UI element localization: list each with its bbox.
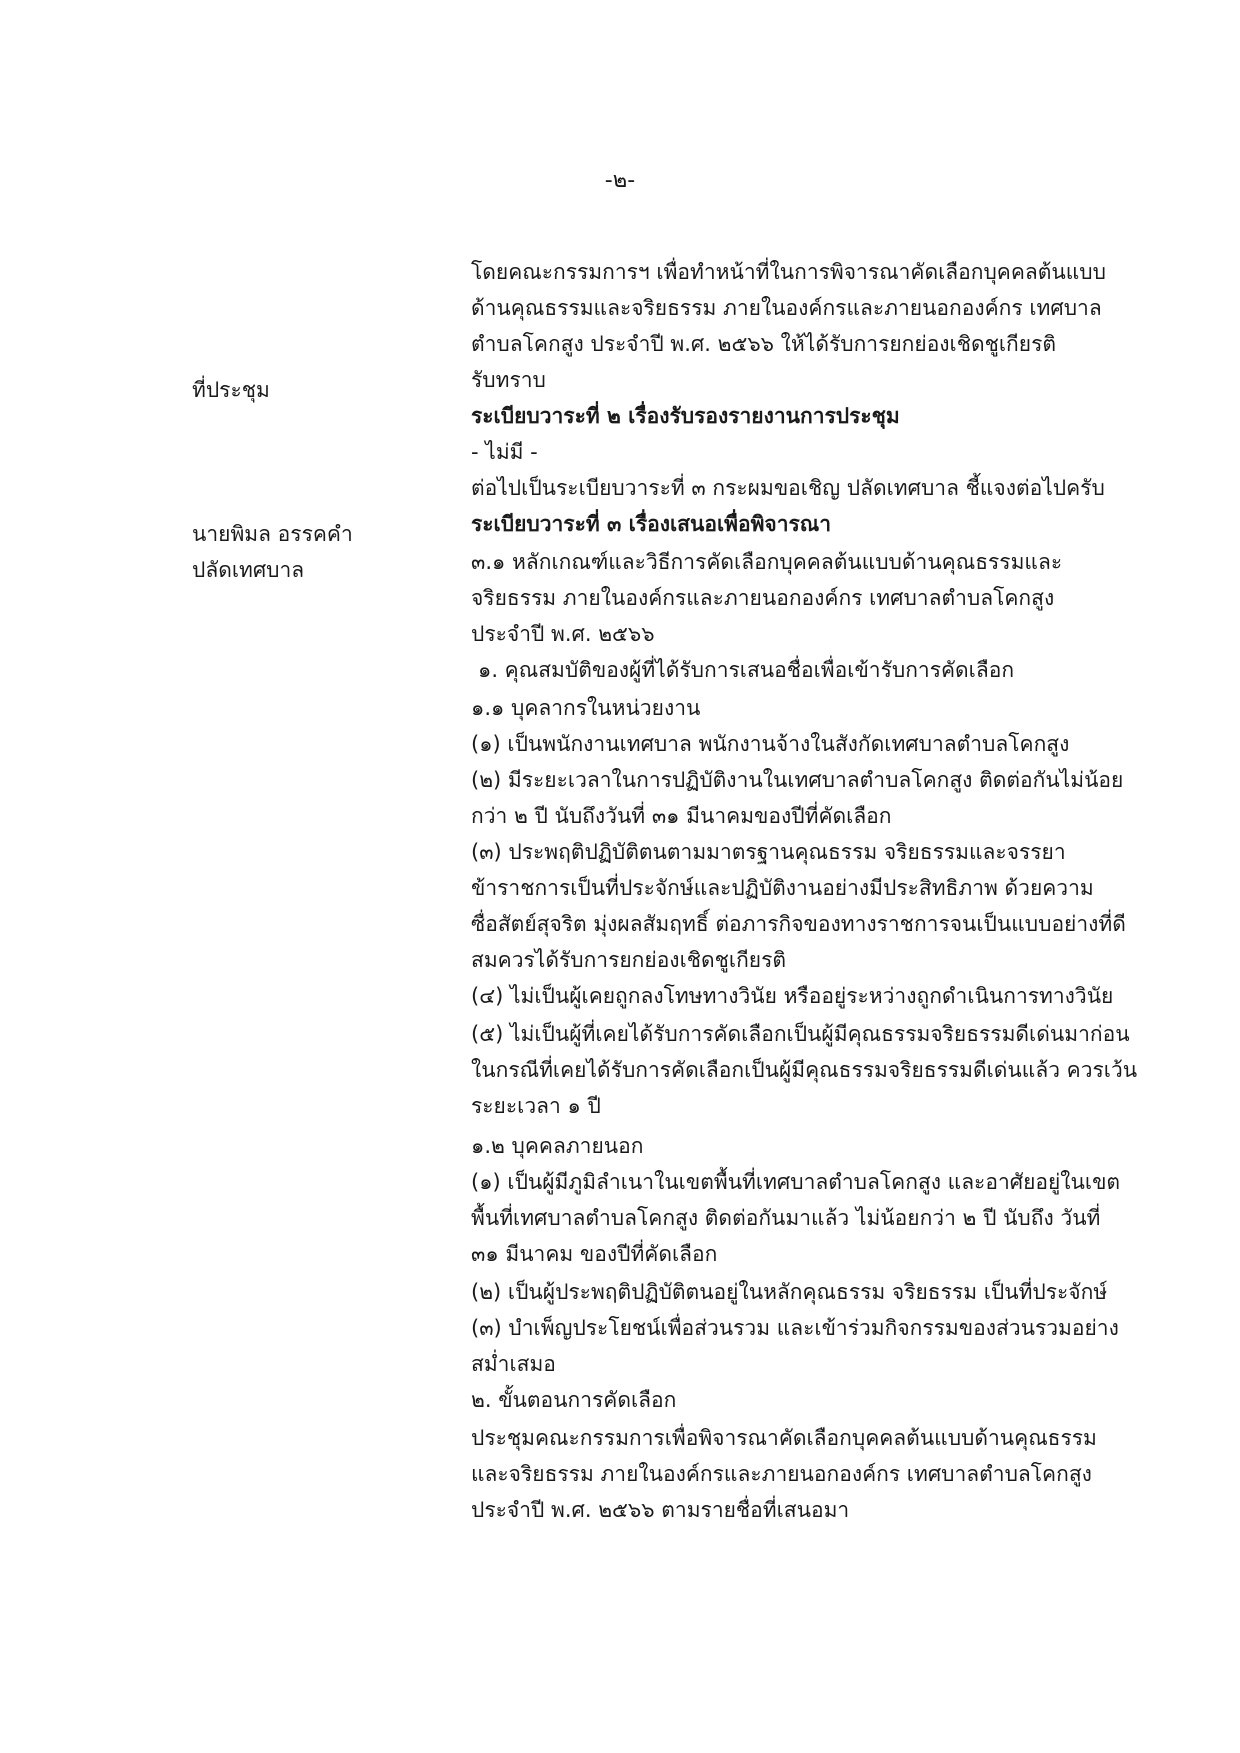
body-line: ระยะเวลา ๑ ปี	[471, 1094, 601, 1118]
body-line: (๒) เป็นผู้ประพฤติปฏิบัติตนอยู่ในหลักคุณธรรม จริยธรรม เป็นที่ประจักษ์	[471, 1280, 1108, 1304]
body-line: (๓) บำเพ็ญประโยชน์เพื่อส่วนรวม และเข้าร่วมกิจกรรมของส่วนรวมอย่าง	[471, 1316, 1119, 1340]
body-line: และจริยธรรม ภายในองค์กรและภายนอกองค์กร เทศบาลตำบลโคกสูง	[471, 1462, 1092, 1486]
body-line: ประชุมคณะกรรมการเพื่อพิจารณาคัดเลือกบุคคลต้นแบบด้านคุณธรรม	[471, 1426, 1097, 1450]
speaker-title: ปลัดเทศบาล	[192, 558, 305, 582]
body-line: (๑) เป็นพนักงานเทศบาล พนักงานจ้างในสังกัดเทศบาลตำบลโคกสูง	[471, 732, 1070, 756]
body-line: - ไม่มี -	[471, 440, 538, 464]
body-line: ประจำปี พ.ศ. ๒๕๖๖ ตามรายชื่อที่เสนอมา	[471, 1498, 850, 1522]
agenda-heading: ระเบียบวาระที่ ๓ เรื่องเสนอเพื่อพิจารณา	[471, 512, 832, 536]
body-line: ด้านคุณธรรมและจริยธรรม ภายในองค์กรและภายนอกองค์กร เทศบาล	[471, 296, 1102, 320]
body-line: ๓๑ มีนาคม ของปีที่คัดเลือก	[471, 1242, 718, 1266]
body-line: ตำบลโคกสูง ประจำปี พ.ศ. ๒๕๖๖ ให้ได้รับการยกย่องเชิดชูเกียรติ	[471, 332, 1056, 356]
body-line: โดยคณะกรรมการฯ เพื่อทำหน้าที่ในการพิจารณาคัดเลือกบุคคลต้นแบบ	[471, 260, 1106, 284]
body-line: สม่ำเสมอ	[471, 1352, 556, 1376]
body-line: ซื่อสัตย์สุจริต มุ่งผลสัมฤทธิ์ ต่อภารกิจของทางราชการจนเป็นแบบอย่างที่ดี	[471, 912, 1126, 936]
body-line: ๑. คุณสมบัติของผู้ที่ได้รับการเสนอชื่อเพื่อเข้ารับการคัดเลือก	[478, 658, 1015, 682]
meeting-label: ที่ประชุม	[192, 378, 270, 402]
body-line: กว่า ๒ ปี นับถึงวันที่ ๓๑ มีนาคมของปีที่คัดเลือก	[471, 804, 892, 828]
body-line: ๑.๒ บุคคลภายนอก	[471, 1134, 644, 1158]
body-line: (๕) ไม่เป็นผู้ที่เคยได้รับการคัดเลือกเป็นผู้มีคุณธรรมจริยธรรมดีเด่นมาก่อน	[471, 1022, 1130, 1046]
agenda-heading: ระเบียบวาระที่ ๒ เรื่องรับรองรายงานการประชุม	[471, 404, 900, 428]
body-line: พื้นที่เทศบาลตำบลโคกสูง ติดต่อกันมาแล้ว ไม่น้อยกว่า ๒ ปี นับถึง วันที่	[471, 1206, 1101, 1230]
body-line: (๔) ไม่เป็นผู้เคยถูกลงโทษทางวินัย หรืออยู่ระหว่างถูกดำเนินการทางวินัย	[471, 984, 1114, 1008]
body-line: ๓.๑ หลักเกณฑ์และวิธีการคัดเลือกบุคคลต้นแบบด้านคุณธรรมและ	[471, 550, 1063, 574]
body-line: รับทราบ	[471, 368, 546, 392]
body-line: ๒. ขั้นตอนการคัดเลือก	[471, 1388, 677, 1412]
body-line: ต่อไปเป็นระเบียบวาระที่ ๓ กระผมขอเชิญ ปลัดเทศบาล ชี้แจงต่อไปครับ	[471, 476, 1105, 500]
body-line: (๑) เป็นผู้มีภูมิลำเนาในเขตพื้นที่เทศบาลตำบลโคกสูง และอาศัยอยู่ในเขต	[471, 1170, 1121, 1194]
speaker-name: นายพิมล อรรคคำ	[192, 522, 353, 546]
body-line: ๑.๑ บุคลากรในหน่วยงาน	[471, 696, 701, 720]
body-line: (๓) ประพฤติปฏิบัติตนตามมาตรฐานคุณธรรม จริยธรรมและจรรยา	[471, 840, 1066, 864]
body-line: ข้าราชการเป็นที่ประจักษ์และปฏิบัติงานอย่างมีประสิทธิภาพ ด้วยความ	[471, 876, 1094, 900]
body-line: จริยธรรม ภายในองค์กรและภายนอกองค์กร เทศบาลตำบลโคกสูง	[471, 586, 1055, 610]
body-line: (๒) มีระยะเวลาในการปฏิบัติงานในเทศบาลตำบลโคกสูง ติดต่อกันไม่น้อย	[471, 768, 1124, 792]
body-line: ประจำปี พ.ศ. ๒๕๖๖	[471, 622, 655, 646]
page-number: -๒-	[604, 168, 636, 193]
body-line: ในกรณีที่เคยได้รับการคัดเลือกเป็นผู้มีคุณธรรมจริยธรรมดีเด่นแล้ว ควรเว้น	[471, 1058, 1138, 1082]
body-line: สมควรได้รับการยกย่องเชิดชูเกียรติ	[471, 948, 786, 972]
